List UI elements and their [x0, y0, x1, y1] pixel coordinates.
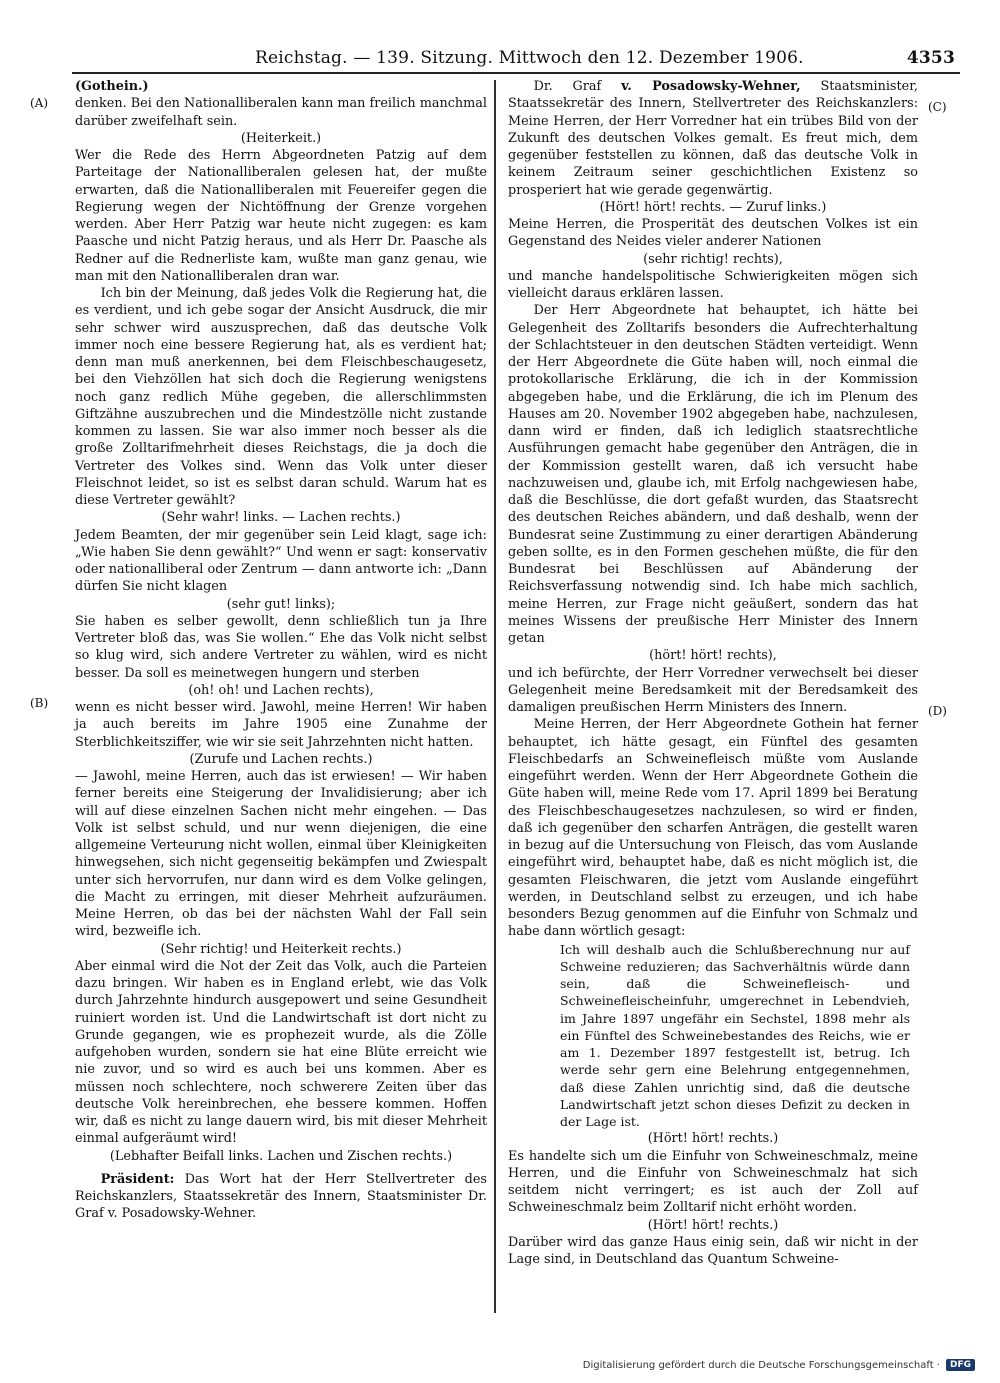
- interjection: (Sehr richtig! und Heiterkeit rechts.): [160, 941, 402, 957]
- left-column: [75, 78, 487, 1223]
- paragraph: Jedem Beamten, der mir gegenüber sein Leid klagt, sage ich: „Wie haben Sie denn gewählt?“ Und wenn er sagt: konservativ oder nationalliberal oder Zentrum — dann antworte ich: „Dann dürfen Sie nicht klagen: [75, 527, 487, 595]
- paragraph: wenn es nicht besser wird. Jawohl, meine Herren! Wir haben ja auch bereits im Jahre 1905 eine Zunahme der Sterblichkeitsziffer, wie wir sie seit Jahrzehnten nicht hatten.: [75, 700, 487, 750]
- right-column: [508, 78, 918, 1268]
- header-title: Reichstag. — 139. Sitzung. Mittwoch den 12. Dezember 1906.: [255, 48, 804, 68]
- paragraph: Der Herr Abgeordnete hat behauptet, ich hätte bei Gelegenheit des Zolltarifs besonders die Aufrechterhaltung der Schlachtsteuer in den deutschen Städten verteidigt. Wenn der Herr Abgeordnete die Güte haben will, noch einmal die protokollarische Erklärung, die ich in der Kommission abgegeben habe, und die Erklärung, die ich im Plenum des Hauses am 20. November 1902 abgegeben habe, nachzulesen, dann wird er finden, daß ich lediglich staatsrechtliche Ausführungen gemacht habe gegenüber den Anträgen, die in der Kommission gestellt waren, daß ich versucht habe nachzuweisen und, glaube ich, mit Erfolg nachgewiesen habe, daß die Beschlüsse, die dort gefaßt wurden, das Staatsrecht des deutschen Reiches abändern, und daß deshalb, wenn der Bundesrat seine Zustimmung zu einer derartigen Abänderung geben sollte, es in den Formen geschehen müßte, die für den Bundesrat bei Beschlüssen auf Abänderung der Reichsverfassung notwendig sind. Ich habe mich sachlich, meine Herren, zur Frage nicht geäußert, sondern das hat meines Wissens der preußische Herr Minister des Innern getan: [508, 303, 918, 646]
- interjection: (Hört! hört! rechts.): [647, 1131, 779, 1147]
- interjection: (Sehr wahr! links. — Lachen rechts.): [161, 510, 401, 526]
- interjection: (sehr richtig! rechts),: [643, 251, 783, 267]
- paragraph: Aber einmal wird die Not der Zeit das Volk, auch die Parteien dazu bringen. Wir haben es in England erlebt, wie das Volk durch Jahrzehnte hindurch ausgepowert und seine Gesundheit ruiniert worden ist. Und die Landwirtschaft ist dort nicht zu Grunde gegangen, wie es prophezeit wurde, als die Zölle aufgehoben wurden, sondern sie hat eine Blüte erreicht wie nie zuvor, und so wird es auch bei uns kommen. Aber es müssen noch schlechtere, noch schwerere Zeiten über das deutsche Volk hereinbrechen, ehe bessere kommen. Hoffen wir, daß es nicht zu lange dauern wird, bis mit dieser Mehrheit einmal aufgeräumt wird!: [75, 958, 487, 1147]
- left-paragraphs: [75, 95, 487, 1165]
- paragraph: Darüber wird das ganze Haus einig sein, daß wir nicht in der Lage sind, in Deutschland das Quantum Schweine-: [508, 1234, 918, 1267]
- paragraph: Meine Herren, der Herr Abgeordnete Gothein hat ferner behauptet, ich hätte gesagt, ein Fünftel des gesamten Fleischbedarfs an Schweinefleisch müßte vom Auslande eingeführt werden. Wenn der Herr Abgeordnete Gothein die Güte haben will, meine Rede vom 17. April 1899 bei Beratung des Fleischbeschaugesetzes nachzulesen, so wird er finden, daß ich gegenüber den scharfen Anträgen, die gestellt waren in bezug auf die Untersuchung von Fleisch, das vom Auslande eingeführt wird, behauptet habe, daß es nicht möglich ist, die gesamten Fleischwaren, die jetzt vom Auslande eingeführt werden, in Deutschland selbst zu erzeugen, und ich habe besonders Bezug genommen auf die Einfuhr von Schmalz und habe dann wörtlich gesagt:: [508, 717, 918, 940]
- paragraph: Ich bin der Meinung, daß jedes Volk die Regierung hat, die es verdient, und ich gebe sogar der Ansicht Ausdruck, die mir sehr schwer wird auszusprechen, daß das deutsche Volk immer noch eine bessere Regierung hat, als es verdient hat; denn man muß anerkennen, bei dem Fleischbeschaugesetz, bei den Viehzöllen hat sich doch die Regierung wenigstens noch ganz redlich Mühe gegeben, die allerschlimmsten Giftzähne auszubrechen und die Mindestzölle nicht zustande kommen zu lassen. Sie war also immer noch besser als die große Zolltarifmehrheit dieses Reichstags, die ja doch die Vertreter des Volkes sind. Wenn das Volk unter dieser Fleischnot leidet, so ist es selbst daran schuld. Warum hat es diese Vertreter gewählt?: [75, 286, 487, 508]
- quotation: Ich will deshalb auch die Schlußberechnung nur auf Schweine reduzieren; das Sachverhältnis würde dann sein, daß die Schweinefleisch- und Schweinefleischeinfuhr, umgerechnet in Lebendvieh, im Jahre 1897 ungefähr ein Sechstel, 1898 mehr als ein Fünftel des Schweinebestandes des Reichs, wie er am 1. Dezember 1897 festgestellt ist, betrug. Ich werde sehr gern eine Belehrung entgegennehmen, daß diese Zahlen unrichtig sind, daß die deutsche Landwirtschaft jetzt schon dieses Defizit zu decken in der Lage ist.: [560, 941, 910, 1129]
- speaker-prefix: Dr. Graf: [533, 79, 602, 94]
- interjection: (sehr gut! links);: [226, 596, 336, 612]
- page-number: 4353: [906, 48, 955, 68]
- margin-marker-d: (D): [928, 704, 947, 718]
- president-label: Präsident:: [100, 1171, 175, 1187]
- paragraph: Meine Herren, die Prosperität des deutschen Volkes ist ein Gegenstand des Neides vieler anderer Nationen: [508, 217, 918, 250]
- interjection: (Hört! hört! rechts. — Zuruf links.): [599, 199, 827, 215]
- speaker-name: v. Posadowsky-Wehner,: [621, 79, 801, 94]
- footer-text: Digitalisierung gefördert durch die Deutsche Forschungsgemeinschaft ·: [582, 1359, 940, 1371]
- president-text: Das Wort hat der Herr Stellvertreter des Reichskanzlers, Staatssekretär des Innern, Staatsminister Dr. Graf v. Posadowsky-Wehner.: [75, 1171, 487, 1222]
- speaker-label: (Gothein.): [75, 79, 149, 94]
- paragraph: denken. Bei den Nationalliberalen kann man freilich manchmal darüber zweifelhaft sein.: [75, 96, 487, 129]
- paragraph: Es handelte sich um die Einfuhr von Schweineschmalz, meine Herren, und die Einfuhr von Schweineschmalz hat sich seitdem nicht verringert; es ist auch der Zoll auf Schweineschmalz beim Zolltarif nicht erhöht worden.: [508, 1148, 918, 1216]
- interjection: (oh! oh! und Lachen rechts),: [188, 682, 374, 698]
- speaker-intro: Staatsminister, Staatssekretär des Innern, Stellvertreter des Reichskanzlers: Meine Herren, der Herr Vorredner hat ein trübes Bild von der Zukunft des deutschen Volkes gemalt. Es freut mich, dem gegenüber feststellen zu können, daß das deutsche Volk in keinem Zeitraum seiner geschichtlichen Existenz so prosperiert hat wie gerade gegenwärtig.: [508, 79, 918, 198]
- interjection: (Heiterkeit.): [240, 130, 322, 146]
- paragraph: Wer die Rede des Herrn Abgeordneten Patzig auf dem Parteitage der Nationalliberalen gelesen hat, der mußte erwarten, daß die Nationalliberalen mit Feuereifer gegen die Regierung wegen der Nichtöffnung der Grenze vorgehen werden. Aber Herr Patzig war heute nicht zugegen: es kam Paasche und nicht Patzig heraus, und als Herr Dr. Paasche als Redner auf die Rednerliste kam, wußte man ganz genau, wie man mit den Nationalliberalen dran war.: [75, 148, 487, 284]
- margin-marker-c: (C): [928, 100, 947, 114]
- interjection: (Lebhafter Beifall links. Lachen und Zischen rechts.): [109, 1148, 453, 1164]
- paragraph: und manche handelspolitische Schwierigkeiten mögen sich vielleicht daraus erklären lassen.: [508, 268, 918, 301]
- footer: [583, 1359, 975, 1371]
- interjection: (Hört! hört! rechts.): [647, 1217, 779, 1233]
- interjection: (hört! hört! rechts),: [649, 648, 777, 664]
- header-rule: [72, 72, 960, 74]
- interjection: (Zurufe und Lachen rechts.): [189, 751, 373, 767]
- margin-marker-a: (A): [30, 96, 49, 110]
- column-divider: [494, 80, 496, 1313]
- paragraph: und ich befürchte, der Herr Vorredner verwechselt bei dieser Gelegenheit meine Beredsamkeit mit der Beredsamkeit des damaligen preußischen Herrn Ministers des Innern.: [508, 665, 918, 715]
- president-paragraph: [75, 1171, 487, 1223]
- running-header: [75, 48, 955, 72]
- dfg-logo: DFG: [946, 1359, 975, 1371]
- right-paragraphs: [508, 199, 918, 1269]
- paragraph: Sie haben es selber gewollt, denn schließlich tun ja Ihre Vertreter bloß das, was Sie wollen.“ Ehe das Volk nicht selbst so klug wird, sich andere Vertreter zu wählen, wird es nicht besser. Da soll es meinetwegen hungern und sterben: [75, 613, 487, 681]
- paragraph: — Jawohl, meine Herren, auch das ist erwiesen! — Wir haben ferner bereits eine Steigerung der Invalidisierung; aber ich will auf diese einzelnen Sachen nicht mehr eingehen. — Das Volk ist selbst schuld, und nur wenn diejenigen, die eine allgemeine Verteurung nicht wollen, einmal über Kleinigkeiten hinwegsehen, sich nicht gegenseitig bekämpfen und Zwiespalt unter sich hervorrufen, nur dann wird es dem Volke gelingen, die Macht zu erringen, mit dieser Mehrheit aufzuräumen. Meine Herren, ob das bei der nächsten Wahl der Fall sein wird, bezweifle ich.: [75, 769, 487, 940]
- margin-marker-b: (B): [30, 696, 49, 710]
- speaker-intro-paragraph: [508, 78, 918, 199]
